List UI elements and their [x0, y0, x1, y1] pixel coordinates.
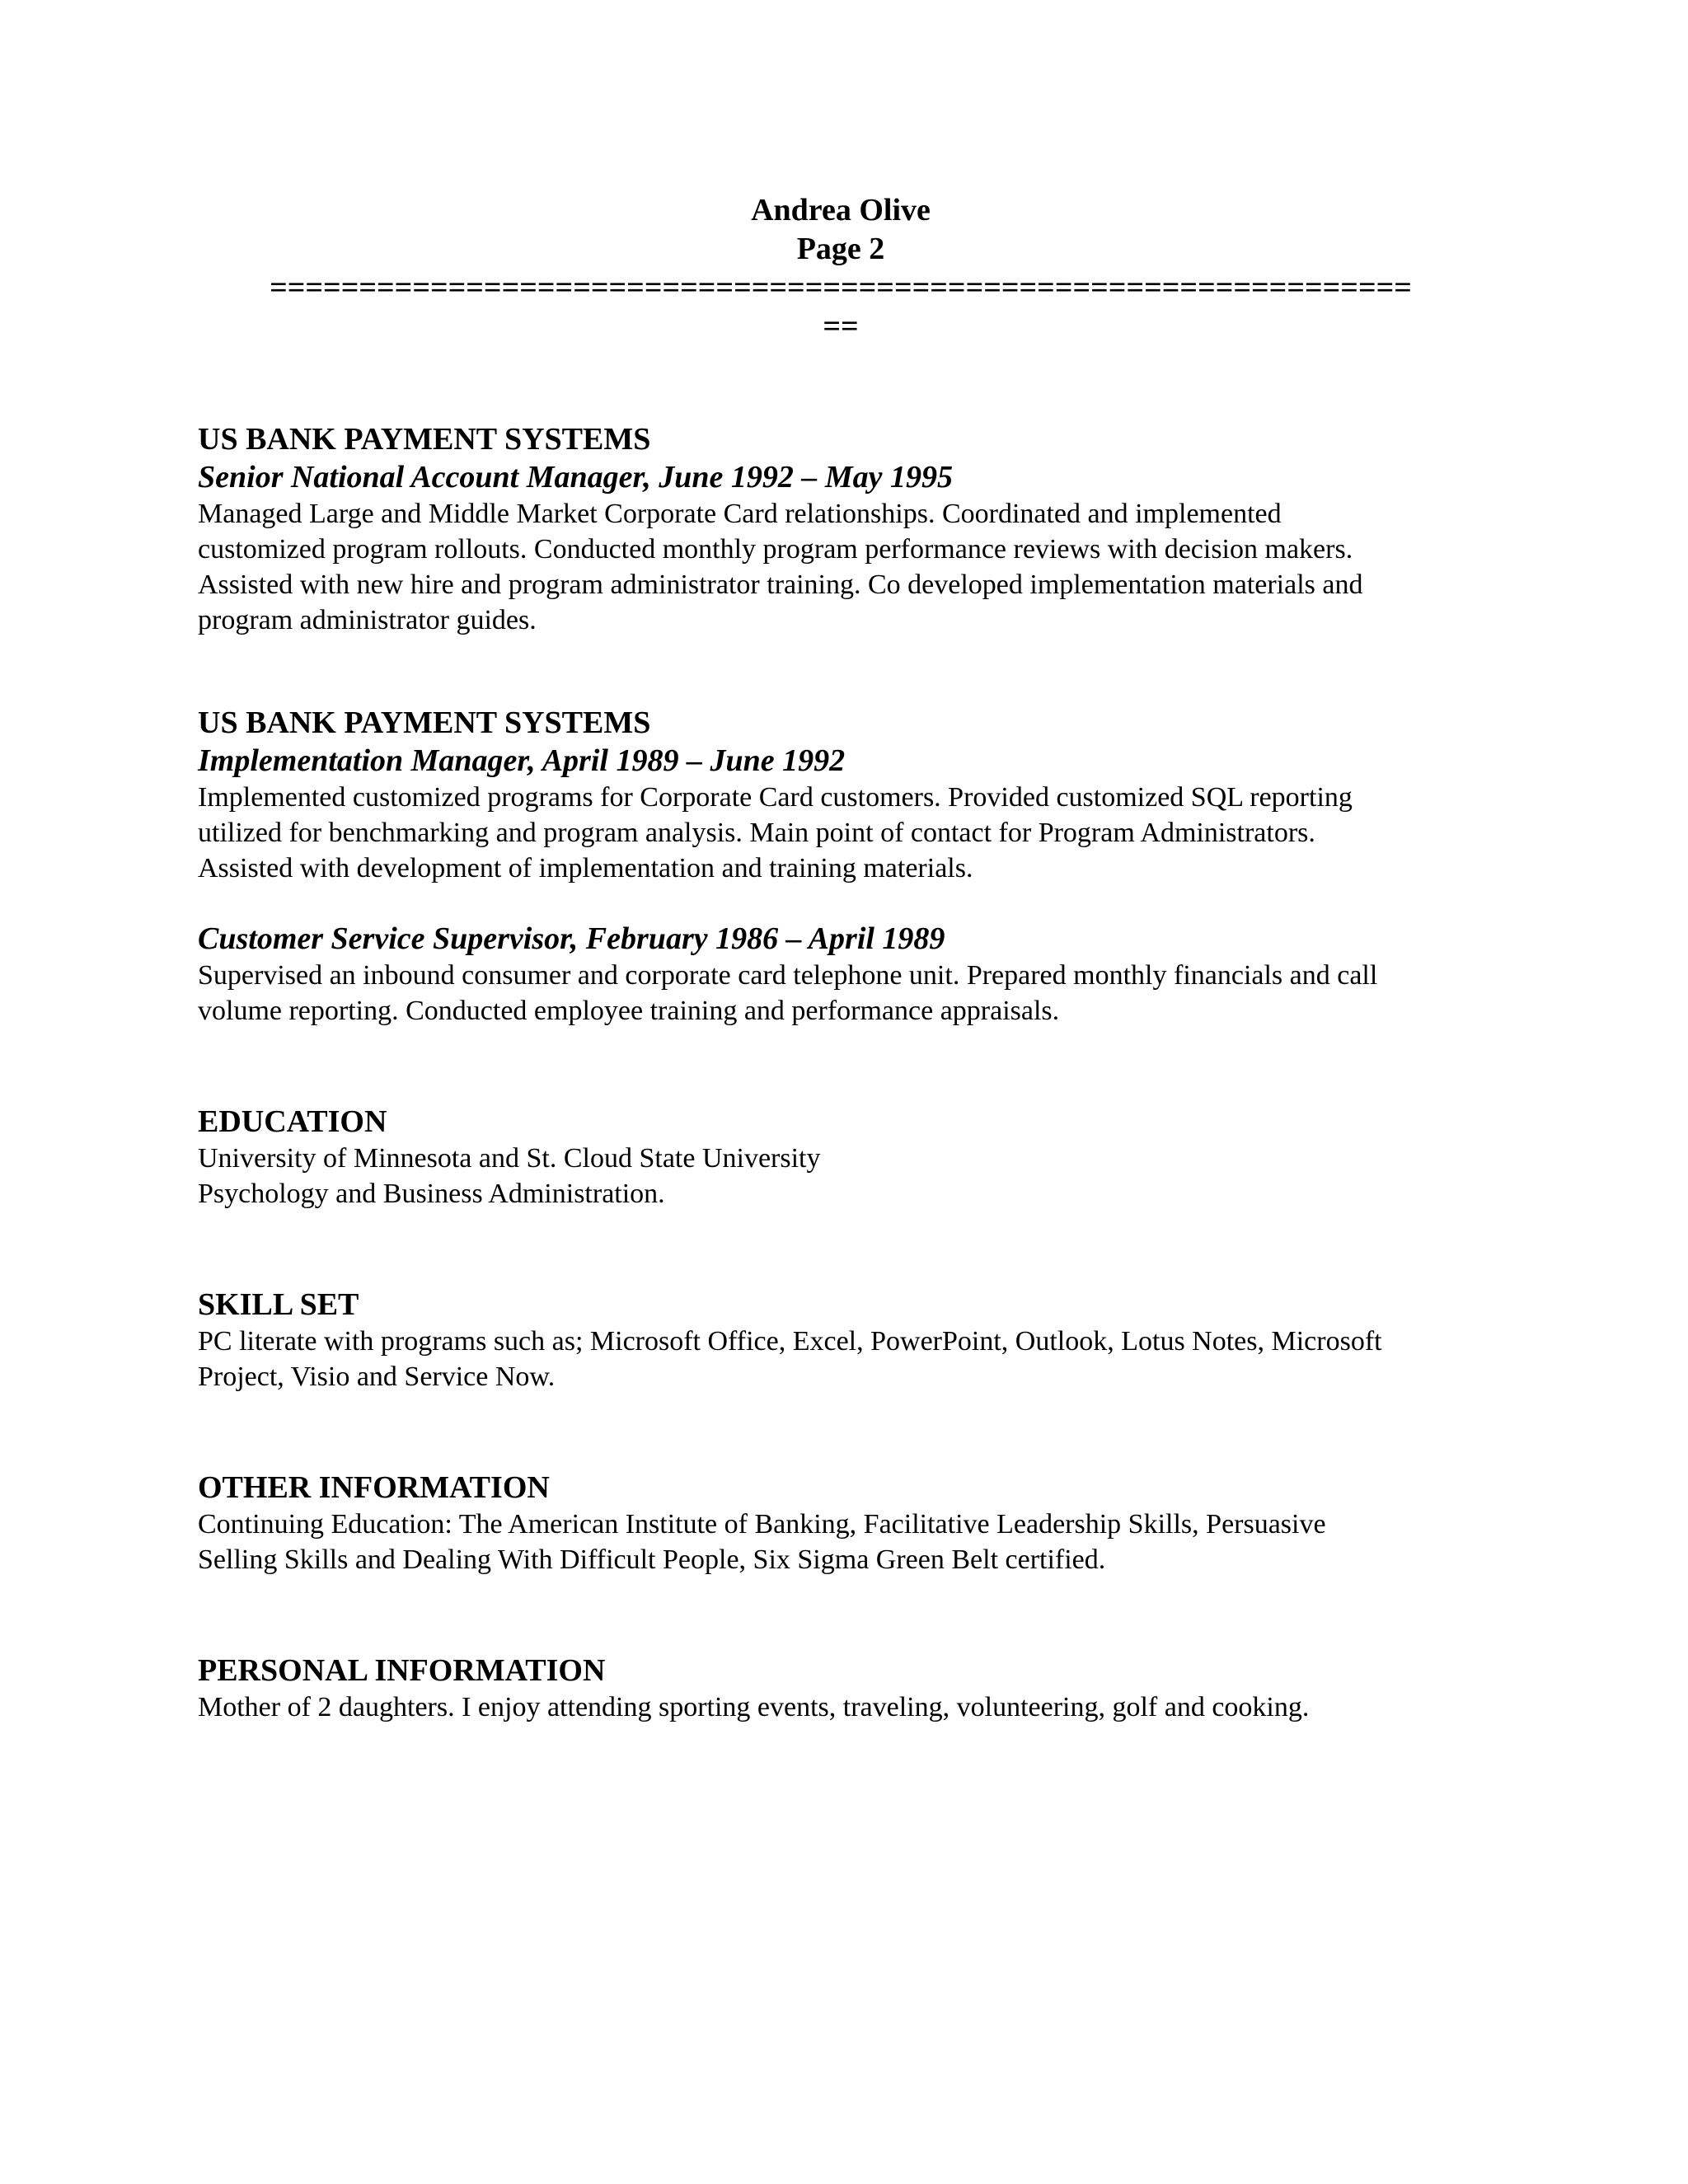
job-description-line: volume reporting. Conducted employee training and performance appraisals. [198, 996, 1060, 1026]
candidate-name: Andrea Olive [751, 193, 931, 227]
job-title: Customer Service Supervisor, February 1986 – April 1989 [198, 921, 945, 956]
section-personal-information [198, 1652, 1484, 1725]
job-description-line: utilized for benchmarking and program analysis. Main point of contact for Program Administrators. [198, 818, 1315, 848]
section-usbank-senior [198, 420, 1484, 638]
job-title: Senior National Account Manager, June 1992 – May 1995 [198, 460, 953, 494]
section-other-information [198, 1469, 1484, 1577]
education-line: Psychology and Business Administration. [198, 1179, 665, 1209]
section-heading: OTHER INFORMATION [198, 1470, 550, 1505]
employer-title: US BANK PAYMENT SYSTEMS [198, 422, 651, 457]
education-line: University of Minnesota and St. Cloud State University [198, 1143, 821, 1174]
page-number: Page 2 [796, 232, 885, 266]
section-customer-service [198, 920, 1484, 1029]
job-description-line: Managed Large and Middle Market Corporate Card relationships. Coordinated and implemented [198, 499, 1282, 529]
section-heading: PERSONAL INFORMATION [198, 1653, 606, 1688]
job-description-line: Implemented customized programs for Corporate Card customers. Provided customized SQL reporting [198, 782, 1353, 813]
section-skill-set [198, 1286, 1484, 1394]
section-usbank-implementation [198, 704, 1484, 886]
job-title: Implementation Manager, April 1989 – June 1992 [198, 743, 846, 778]
section-heading: EDUCATION [198, 1104, 387, 1139]
skills-line: Project, Visio and Service Now. [198, 1361, 556, 1392]
section-education [198, 1103, 1484, 1212]
job-description-line: Assisted with development of implementation and training materials. [198, 853, 973, 883]
other-info-line: Selling Skills and Dealing With Difficult People, Six Sigma Green Belt certified. [198, 1544, 1106, 1575]
divider-rule-continued: == [823, 309, 859, 344]
skills-line: PC literate with programs such as; Microsoft Office, Excel, PowerPoint, Outlook, Lotus Notes, Microsoft [198, 1326, 1382, 1357]
job-description-line: program administrator guides. [198, 605, 537, 635]
other-info-line: Continuing Education: The American Institute of Banking, Facilitative Leadership Skills, Persuasive [198, 1509, 1326, 1540]
employer-title: US BANK PAYMENT SYSTEMS [198, 705, 651, 740]
personal-info-line: Mother of 2 daughters. I enjoy attending sporting events, traveling, volunteering, golf and cooking. [198, 1692, 1310, 1722]
section-heading: SKILL SET [198, 1287, 359, 1322]
job-description-line: Assisted with new hire and program administrator training. Co developed implementation materials and [198, 569, 1363, 600]
job-description-line: customized program rollouts. Conducted monthly program performance reviews with decision makers. [198, 534, 1353, 565]
divider-rule: ================================================================ [270, 270, 1412, 305]
job-description-line: Supervised an inbound consumer and corporate card telephone unit. Prepared monthly financials and call [198, 960, 1378, 991]
page-header [198, 191, 1484, 346]
